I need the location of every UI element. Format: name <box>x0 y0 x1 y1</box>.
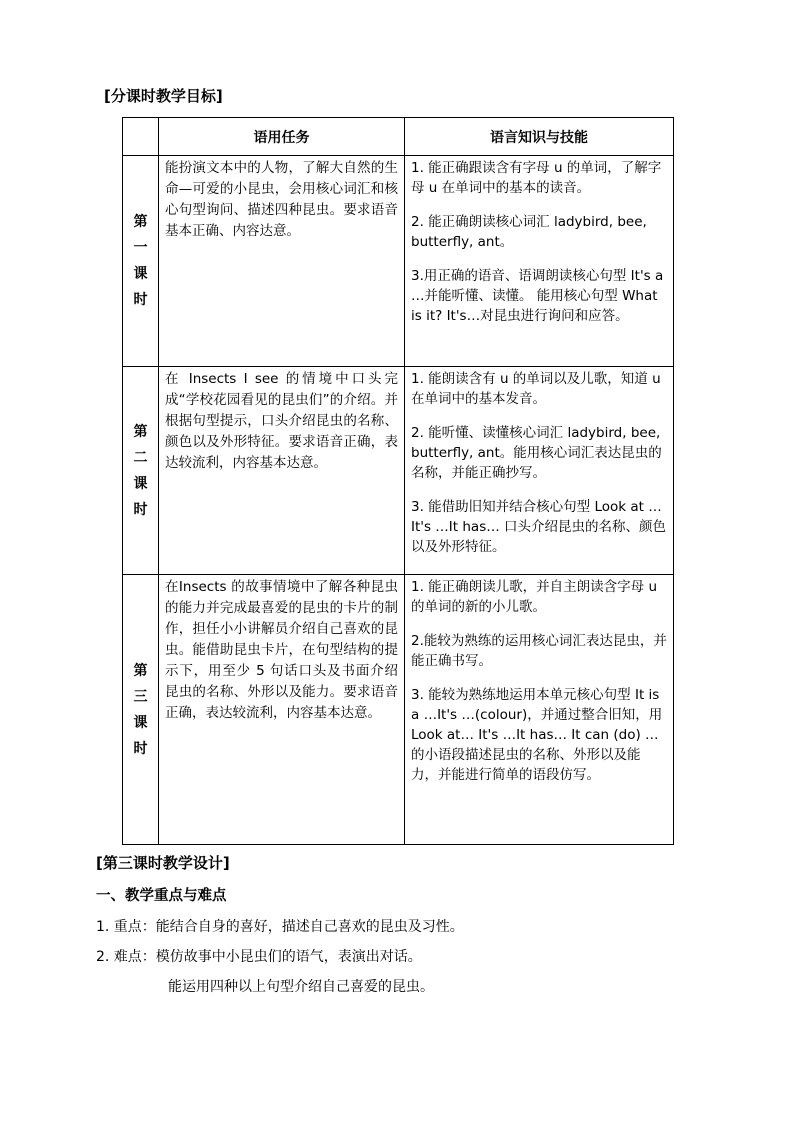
table-row <box>123 156 674 367</box>
period-char: 第 <box>133 662 148 679</box>
period-char: 第 <box>133 423 148 440</box>
period-label <box>123 575 159 845</box>
lesson-goals-table <box>122 117 674 845</box>
period-char: 课 <box>133 714 148 731</box>
difficult-point-continuation: 能运用四种以上句型介绍自己喜爱的昆虫。 <box>168 979 434 995</box>
key-point-item: 1. 重点：能结合自身的喜好，描述自己喜欢的昆虫及习性。 <box>96 919 464 935</box>
table-row <box>123 367 674 575</box>
period-char: 课 <box>133 475 148 492</box>
skill-item: 3. 能借助旧知并结合核心句型 Look at …It's …It has… 口头介绍昆虫的名称、颜色以及外形特征。 <box>411 499 667 555</box>
skill-item: 2. 能听懂、读懂核心词汇 ladybird, bee, butterfly, ant。能用核心词汇表达昆虫的名称，并能正确抄写。 <box>411 425 662 481</box>
header-skills: 语言知识与技能 <box>405 118 674 156</box>
period-char: 时 <box>133 740 148 757</box>
skill-item: 1. 能正确朗读儿歌，并自主朗读含字母 u 的单词的新的小儿歌。 <box>411 579 658 615</box>
period-char: 三 <box>133 688 148 705</box>
period-label <box>123 367 159 575</box>
skill-item: 1. 能朗读含有 u 的单词以及儿歌，知道 u 在单词中的基本发音。 <box>411 371 661 407</box>
period-char: 时 <box>133 501 148 518</box>
skill-item: 2.能较为熟练的运用核心词汇表达昆虫，并能正确书写。 <box>411 633 667 669</box>
skills-cell <box>405 575 674 845</box>
table-header-row <box>123 118 674 156</box>
section-title: [分课时教学目标] <box>104 87 223 105</box>
task-cell: 在 Insects I see 的情境中口头完成“学校花园看见的昆虫们”的介绍。并根据句型提示，口头介绍昆虫的名称、颜色以及外形特征。要求语音正确，表达较流利，内容基本达意。 <box>159 367 405 575</box>
skills-cell <box>405 156 674 367</box>
header-blank <box>123 118 159 156</box>
period-char: 第 <box>133 214 148 230</box>
period-char: 二 <box>133 449 148 466</box>
skills-cell <box>405 367 674 575</box>
period-label <box>123 156 159 367</box>
task-cell: 能扮演文本中的人物，了解大自然的生命—可爱的小昆虫，会用核心词汇和核心句型询问、描述四种昆虫。要求语音基本正确、内容达意。 <box>159 156 405 367</box>
table-row <box>123 575 674 845</box>
header-task: 语用任务 <box>159 118 405 156</box>
difficult-point-item: 2. 难点：模仿故事中小昆虫们的语气，表演出对话。 <box>96 949 422 965</box>
skill-item: 1. 能正确跟读含有字母 u 的单词，了解字母 u 在单词中的基本的读音。 <box>411 160 662 196</box>
design-title: [第三课时教学设计] <box>96 854 230 872</box>
key-points-heading: 一、教学重点与难点 <box>96 888 227 904</box>
task-cell: 在Insects 的故事情境中了解各种昆虫的能力并完成最喜爱的昆虫的卡片的制作，担任小小讲解员介绍自己喜欢的昆虫。能借助昆虫卡片，在句型结构的提示下，用至少 5 句话口头及书面介绍昆虫的名称、外形以及能力。要求语音正确，表达较流利，内容基本达意。 <box>159 575 405 845</box>
skill-item: 3.用正确的语音、语调朗读核心句型 It's a …并能听懂、读懂。 能用核心句型 What is it? It's…对昆虫进行询问和应答。 <box>411 268 664 324</box>
period-char: 课 <box>133 266 148 282</box>
period-char: 一 <box>133 240 148 256</box>
skill-item: 3. 能较为熟练地运用本单元核心句型 It is a …It's …(colour)，并通过整合旧知，用 Look at… It's …It has… It can (do) … 的小语段描述昆虫的名称、外形以及能力，并能进行简单的语段仿写。 <box>411 687 663 783</box>
skill-item: 2. 能正确朗读核心词汇 ladybird, bee, butterfly, ant。 <box>411 214 647 250</box>
period-char: 时 <box>133 292 148 308</box>
